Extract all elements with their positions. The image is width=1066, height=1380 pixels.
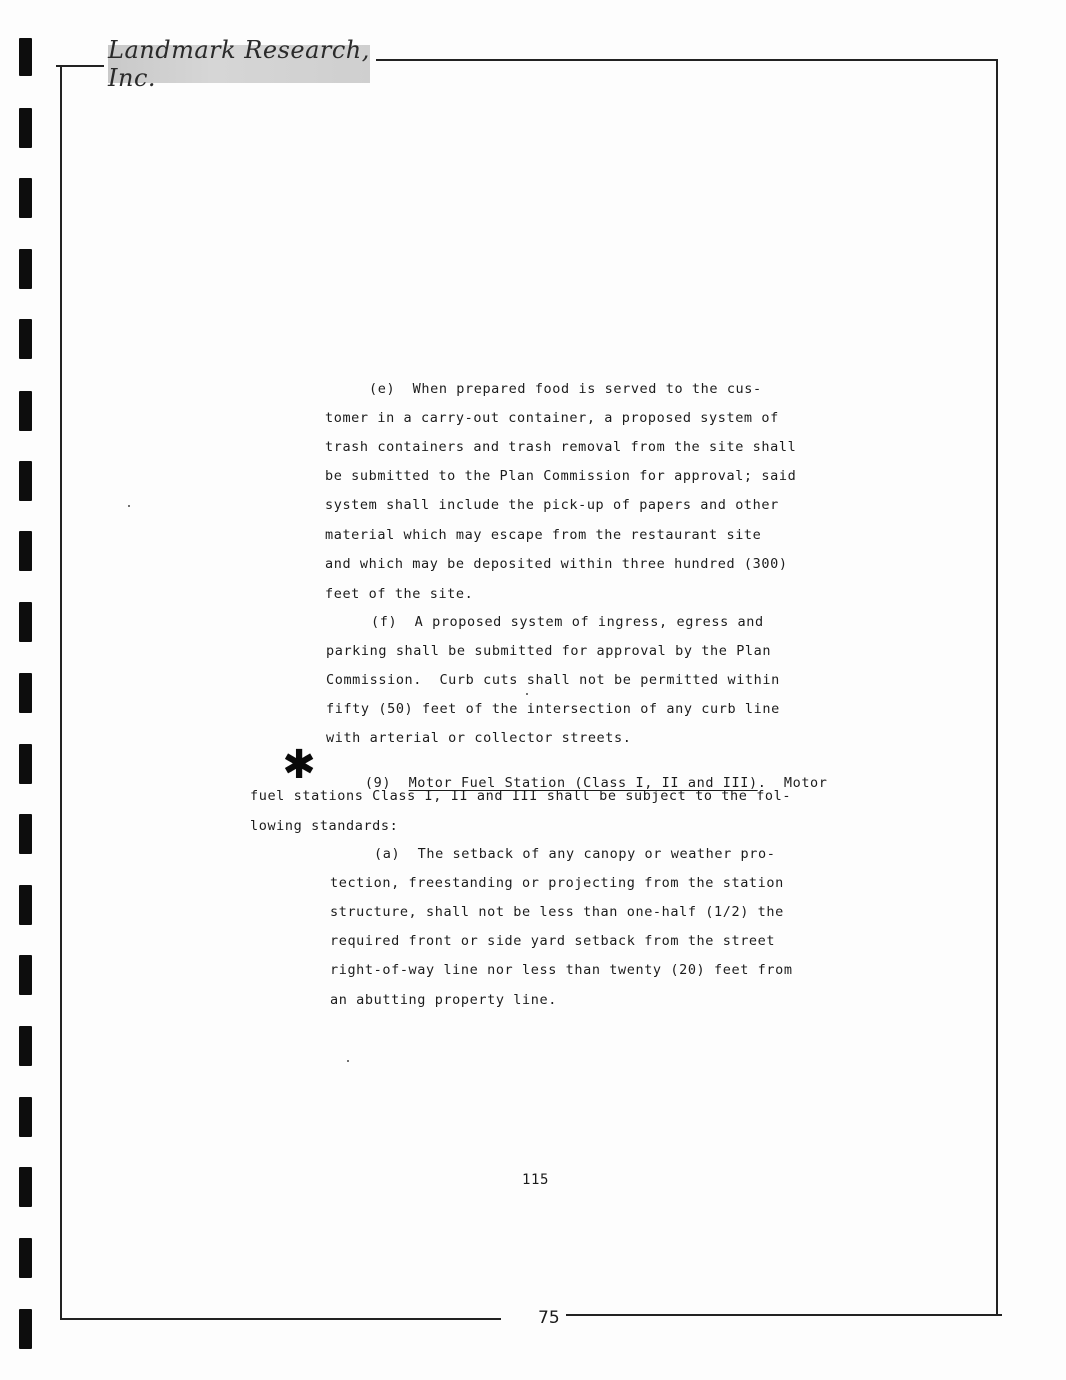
frame-line [566,1314,1002,1316]
scan-speck [526,693,528,695]
company-logo [108,36,370,92]
scan-speck [128,505,130,507]
binding-mark [19,955,32,995]
binding-mark [19,1167,32,1207]
frame-line [996,59,998,1316]
section-e-line: feet of the site. [325,586,474,602]
section-e-line: be submitted to the Plan Commission for approval; said [325,468,797,484]
asterisk-marker-icon: ✱ [282,742,316,788]
frame-line [56,65,104,67]
frame-line [60,1318,501,1320]
inner-page-number: 115 [522,1172,550,1188]
binding-mark [19,814,32,854]
binding-mark [19,602,32,642]
section-f-line: parking shall be submitted for approval by the Plan [326,643,772,659]
binding-mark [19,531,32,571]
section-a-line: required front or side yard setback from the street [330,933,776,949]
section-9-line: fuel stations Class I, II and III shall be subject to the fol- [250,788,792,804]
binding-mark [19,178,32,218]
section-9-title-suffix: . Motor [757,775,828,791]
section-a-line: (a) The setback of any canopy or weather pro- [374,846,776,862]
binding-mark [19,1026,32,1066]
binding-mark [19,885,32,925]
section-a-line: structure, shall not be less than one-half (1/2) the [330,904,784,920]
section-f-line: with arterial or collector streets. [326,730,632,746]
binding-mark [19,249,32,289]
frame-line [376,59,997,61]
binding-mark [19,391,32,431]
logo-text: Landmark Research, Inc. [108,36,370,92]
section-e-line: (e) When prepared food is served to the cus- [369,381,762,397]
section-e-line: system shall include the pick-up of papers and other [325,497,779,513]
binding-mark [19,1097,32,1137]
scan-speck [347,1060,349,1062]
binding-mark [19,461,32,501]
section-e-line: and which may be deposited within three hundred (300) [325,556,788,572]
binding-mark [19,38,32,76]
binding-mark [19,1238,32,1278]
section-9-title: Motor Fuel Station (Class I, II and III) [408,775,758,791]
outer-page-number: 75 [538,1308,560,1328]
section-f-line: Commission. Curb cuts shall not be permitted within [326,672,780,688]
binding-mark [19,673,32,713]
section-9-number: (9) [364,775,392,791]
binding-mark [19,108,32,148]
section-a-line: tection, freestanding or projecting from the station [330,875,784,891]
binding-mark [19,1309,32,1349]
section-e-line: tomer in a carry-out container, a proposed system of [325,410,779,426]
binding-mark [19,319,32,359]
section-e-line: material which may escape from the restaurant site [325,527,762,543]
binding-mark [19,744,32,784]
section-f-line: fifty (50) feet of the intersection of any curb line [326,701,780,717]
frame-line [60,65,62,1320]
section-a-line: an abutting property line. [330,992,557,1008]
section-a-line: right-of-way line nor less than twenty (20) feet from [330,962,793,978]
section-f-line: (f) A proposed system of ingress, egress and [371,614,764,630]
section-e-line: trash containers and trash removal from the site shall [325,439,797,455]
section-9-line: lowing standards: [250,818,399,834]
